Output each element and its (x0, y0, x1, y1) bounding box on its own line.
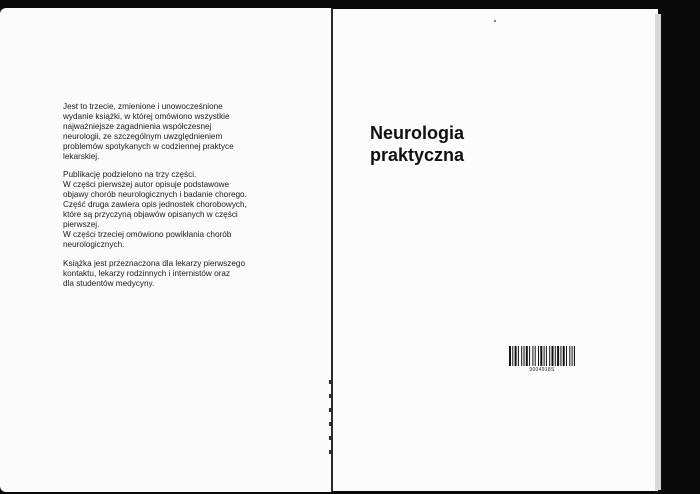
blurb-paragraph-2: Publikację podzielono na trzy części. W części pierwszej autor opisuje podstawowe objawy chorób neurologicznych i badanie chorego. Część druga zawiera opis jednostek chorobowych, które są przyczyną objawów opisanych w części pierwszej. W części trzeciej omówiono powikłania chorób neurologicznych. (63, 170, 247, 249)
blurb-paragraph-3: Książka jest przeznaczona dla lekarzy pierwszego kontaktu, lekarzy rodzinnych i internistów oraz dla studentów medycyny. (63, 258, 246, 288)
title-page (333, 9, 658, 491)
blurb-paragraph-1: Jest to trzecie, zmienione i unowocześnione wydanie książki, w której omówiono wszystkie najważniejsze zagadnienia współczesnej neurologii, ze szczególnym uwzględnieniem problemów spotykanych w codziennej praktyce lekarskiej. (63, 102, 234, 161)
spine-scan-marks (329, 380, 331, 460)
blurb-text (63, 102, 313, 297)
barcode-number: 9004918S (529, 367, 555, 373)
back-cover-page (0, 8, 332, 492)
scan-speck (494, 20, 496, 22)
page-edge-shadow (655, 14, 661, 490)
barcode (509, 346, 575, 366)
book-title: Neurologia praktyczna (370, 123, 465, 165)
